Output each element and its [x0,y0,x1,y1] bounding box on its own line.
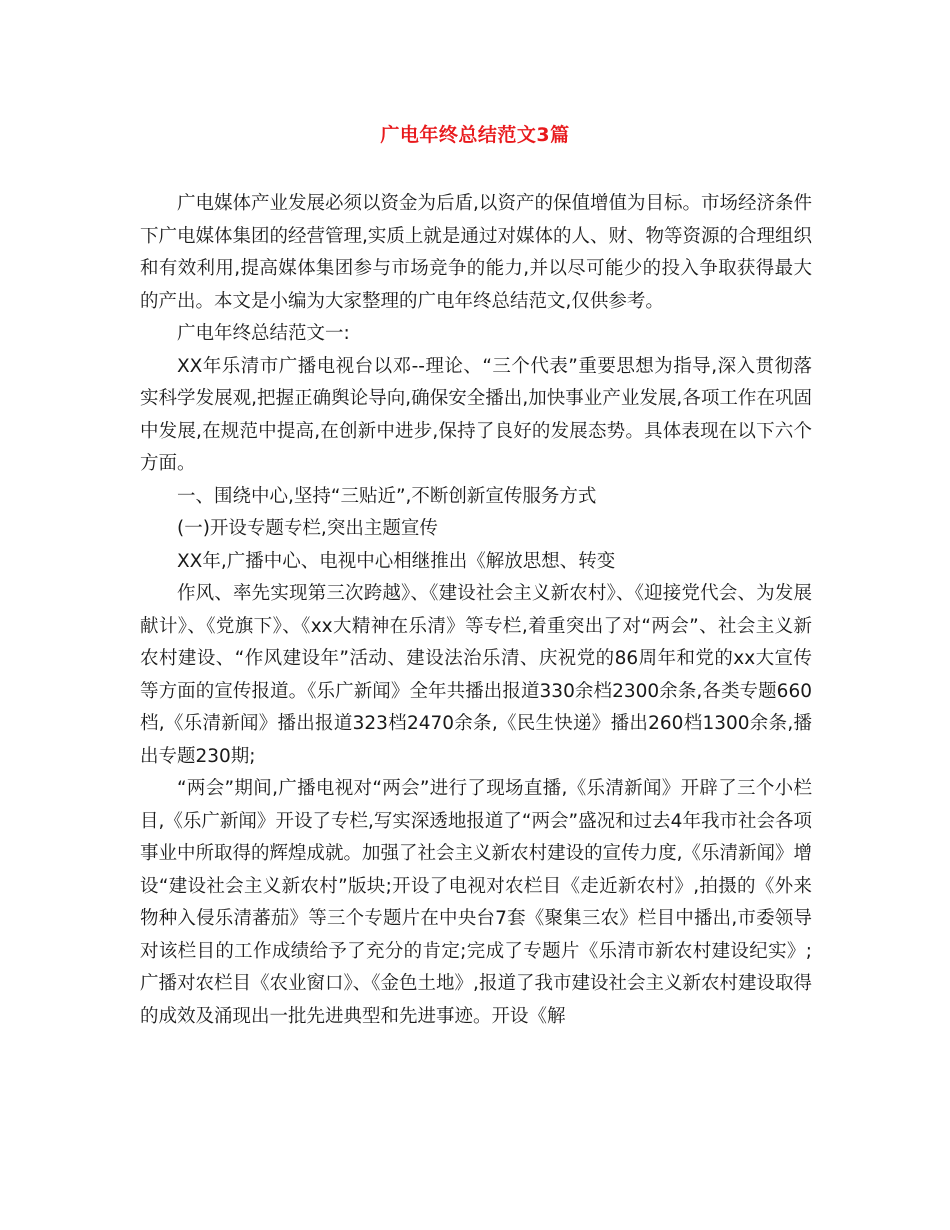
paragraph-subheading-1: (一)开设专题专栏,突出主题宣传 [177,518,438,539]
paragraph-columns-detail: 作风、率先实现第三次跨越》、《建设社会主义新农村》、《迎接党代会、为发展献计》、《党旗下》、《xx大精神在乐清》等专栏,着重突出了对“两会”、社会主义新农村建设、“作风建设年”活动、建设法治乐清、庆祝党的86周年和党的xx大宣传等方面的宣传报道。《乐广新闻》全年共播出报道330余档2300余条,各类专题660档,《乐清新闻》播出报道323档2470余条,《民生快递》播出260档1300余条,播出专题230期; [140,583,812,767]
document-body [140,188,812,1033]
document-title: 广电年终总结范文3篇 [380,124,570,146]
paragraph-section-heading: 广电年终总结范文一: [177,323,350,344]
paragraph-columns-intro: XX年,广播中心、电视中心相继推出《解放思想、转变 [177,550,616,572]
paragraph-heading-1: 一、围绕中心,坚持“三贴近”,不断创新宣传服务方式 [177,485,597,507]
paragraph-overview: XX年乐清市广播电视台以邓--理论、“三个代表”重要思想为指导,深入贯彻落实科学发展观,把握正确舆论导向,确保安全播出,加快事业产业发展,各项工作在巩固中发展,在规范中提高,在创新中进步,保持了良好的发展态势。具体表现在以下六个方面。 [140,355,812,474]
paragraph-intro: 广电媒体产业发展必须以资金为后盾,以资产的保值增值为目标。市场经济条件下广电媒体集团的经营管理,实质上就是通过对媒体的人、财、物等资源的合理组织和有效利用,提高媒体集团参与市场竞争的能力,并以尽可能少的投入争取获得最大的产出。本文是小编为大家整理的广电年终总结范文,仅供参考。 [140,193,812,312]
paragraph-two-sessions: “两会”期间,广播电视对“两会”进行了现场直播,《乐清新闻》开辟了三个小栏目,《乐广新闻》开设了专栏,写实深透地报道了“两会”盛况和过去4年我市社会各项事业中所取得的辉煌成就。加强了社会主义新农村建设的宣传力度,《乐清新闻》增设“建设社会主义新农村”版块;开设了电视对农栏目《走近新农村》,拍摄的《外来物种入侵乐清蕃茄》等三个专题片在中央台7套《聚集三农》栏目中播出,市委领导对该栏目的工作成绩给予了充分的肯定;完成了专题片《乐清市新农村建设纪实》;广播对农栏目《农业窗口》、《金色土地》,报道了我市建设社会主义新农村建设取得的成效及涌现出一批先进典型和先进事迹。开设《解 [140,778,812,1027]
